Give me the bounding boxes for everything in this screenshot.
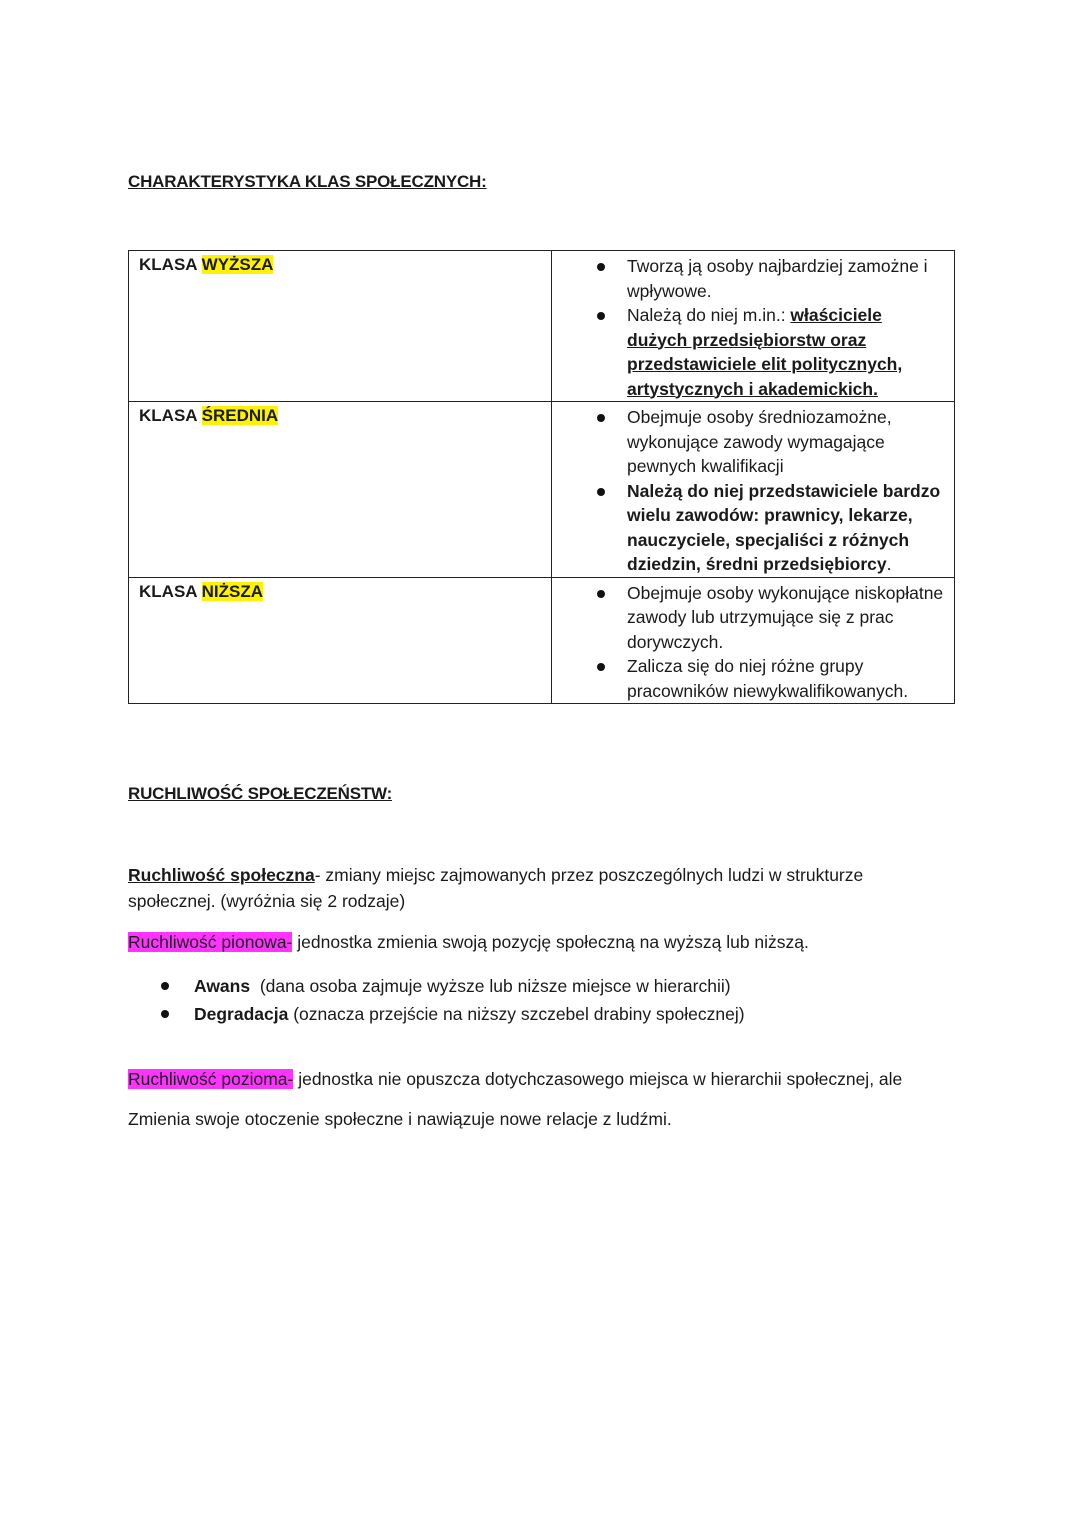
section-heading-classes: CHARAKTERYSTYKA KLAS SPOŁECZNYCH:	[128, 172, 487, 191]
class-label-cell	[129, 402, 552, 578]
list-item-emphasis: właściciele dużych przedsiębiorstw oraz przedstawiciele elit politycznych, artystycznych i akademickich.	[627, 305, 903, 399]
class-description-cell	[552, 402, 955, 578]
list-item: Tworzą ją osoby najbardziej zamożne i wpływowe.	[552, 254, 946, 303]
class-description-list	[552, 578, 954, 704]
horizontal-mobility-continuation: Zmienia swoje otoczenie społeczne i nawiązuje nowe relacje z ludźmi.	[128, 1109, 672, 1129]
class-label-highlight: NIŻSZA	[201, 581, 264, 601]
list-item	[552, 479, 946, 577]
class-label-cell	[129, 251, 552, 402]
list-item	[552, 303, 946, 401]
vertical-mobility-types	[128, 972, 745, 1028]
list-item	[128, 1000, 745, 1028]
list-item: Obejmuje osoby wykonujące niskopłatne zawody lub utrzymujące się z prac dorywczych.	[552, 581, 946, 655]
type-text: (oznacza przejście na niższy szczebel drabiny społecznej)	[288, 1004, 745, 1024]
type-term: Awans	[194, 976, 251, 996]
list-item-emphasis: Należą do niej przedstawiciele bardzo wielu zawodów: prawnicy, lekarze, nauczyciele, specjaliści z różnych dziedzin, średni przedsiębiorcy	[627, 480, 941, 574]
class-label-prefix: KLASA	[139, 581, 202, 601]
table-row	[129, 251, 955, 402]
definition-term: Ruchliwość społeczna	[128, 865, 315, 885]
class-label-upper	[139, 255, 273, 274]
class-label-lower	[139, 582, 263, 601]
list-item: Zalicza się do niej różne grupy pracowników niewykwalifikowanych.	[552, 654, 946, 703]
type-text: (dana osoba zajmuje wyższe lub niższe miejsce w hierarchii)	[250, 976, 731, 996]
mobility-definition	[128, 862, 918, 914]
class-description-list	[552, 402, 954, 577]
class-label-prefix: KLASA	[139, 406, 202, 425]
class-label-highlight: WYŻSZA	[201, 255, 274, 274]
list-item: Obejmuje osoby średniozamożne, wykonujące zawody wymagające pewnych kwalifikacji	[552, 405, 946, 479]
social-classes-table	[128, 250, 955, 704]
vertical-mobility-text: jednostka zmienia swoją pozycję społeczną na wyższą lub niższą.	[292, 932, 809, 952]
horizontal-mobility	[128, 1066, 902, 1092]
section-heading-mobility: RUCHLIWOŚĆ SPOŁECZEŃSTW:	[128, 784, 393, 803]
definition-text: - zmiany miejsc zajmowanych przez poszczególnych ludzi w strukturze społecznej. (wyróżnia się 2 rodzaje)	[128, 865, 864, 911]
list-item-text: .	[886, 554, 892, 574]
class-label-cell	[129, 577, 552, 704]
class-description-cell	[552, 251, 955, 402]
class-label-middle	[139, 406, 278, 425]
vertical-mobility-term: Ruchliwość pionowa-	[128, 932, 293, 952]
table-row	[129, 577, 955, 704]
horizontal-mobility-term: Ruchliwość pozioma-	[128, 1069, 294, 1089]
class-description-list	[552, 251, 954, 401]
table-row	[129, 402, 955, 578]
class-label-prefix: KLASA	[139, 255, 202, 274]
type-term: Degradacja	[194, 1004, 289, 1024]
class-description-cell	[552, 577, 955, 704]
vertical-mobility	[128, 929, 809, 955]
list-item-text: Należą do niej m.in.:	[627, 305, 791, 325]
list-item	[128, 972, 745, 1000]
class-label-highlight: ŚREDNIA	[201, 406, 279, 425]
horizontal-mobility-text: jednostka nie opuszcza dotychczasowego miejsca w hierarchii społecznej, ale	[293, 1069, 903, 1089]
